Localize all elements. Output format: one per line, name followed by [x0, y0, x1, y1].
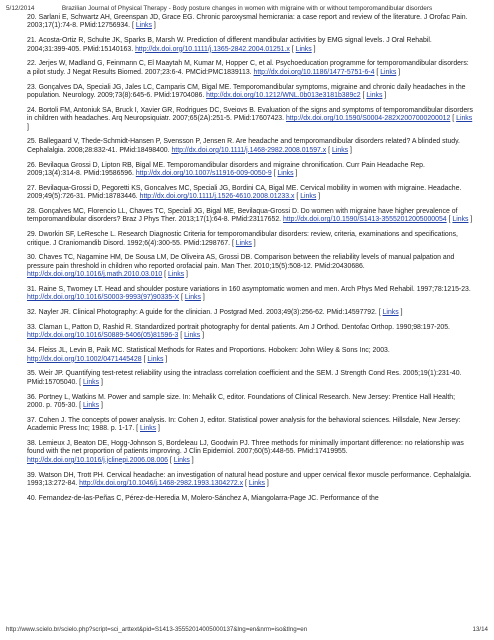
- page-number: 13/14: [472, 626, 488, 633]
- bracket-open: [: [273, 170, 278, 178]
- reference-item: [27, 107, 474, 132]
- doi-link[interactable]: http://dx.doi.org/10.1016/j.math.2010.03.010: [27, 271, 163, 279]
- reference-number: 32.: [27, 309, 37, 317]
- bracket-close: ]: [184, 271, 188, 279]
- bracket-open: [: [79, 402, 83, 410]
- reference-text: Weir JP. Quantifying test-retest reliability using the intraclass correlation coefficient and the SEM. J Strength Cond Res. 2005;19(1):231-40. PMid:15705040.: [27, 370, 462, 386]
- bracket-open: [: [291, 45, 296, 53]
- reference-number: 38.: [27, 440, 37, 448]
- reference-text: Fleiss JL, Levin B, Paik MC. Statistical Methods for Rates and Proportions. Hoboken: John Wiley & Sons Inc; 2003.: [38, 347, 390, 355]
- reference-item: [27, 208, 474, 225]
- bracket-open: [: [296, 193, 301, 201]
- reference-item: [27, 254, 474, 279]
- doi-link[interactable]: http://dx.doi.org/10.1212/WNL.0b013e3181b389c2: [206, 92, 361, 100]
- reference-item: [27, 472, 474, 489]
- reference-number: 30.: [27, 254, 37, 262]
- reference-item: [27, 495, 474, 503]
- bracket-open: [: [362, 92, 367, 100]
- bracket-open: [: [245, 480, 249, 488]
- reference-number: 37.: [27, 416, 37, 424]
- links-link[interactable]: Links: [295, 45, 312, 53]
- links-link[interactable]: Links: [452, 216, 469, 224]
- reference-text: Gonçalves MC, Florencio LL, Chaves TC, Speciali JG, Bigal ME, Bevilaqua-Grossi D. Do women with migraine have higher prevalence of temporomandibular disorders? Braz J Phys Ther. 2013;17(1):64-8. PMid:23117652.: [27, 208, 458, 224]
- reference-text: Gonçalves DA, Speciali JG, Jales LC, Camparis CM, Bigal ME. Temporomandibular symptoms, migraine and chronic daily headaches in the population. Neurology. 2009;73(8):645-6. PMid:19704086.: [27, 83, 466, 100]
- reference-item: [27, 370, 474, 387]
- bracket-open: [: [136, 425, 141, 433]
- links-link[interactable]: Links: [135, 22, 152, 30]
- reference-item: [27, 14, 474, 31]
- bracket-open: [: [143, 355, 148, 363]
- reference-item: [27, 60, 474, 77]
- reference-number: 24.: [27, 106, 37, 114]
- bracket-close: ]: [311, 45, 316, 53]
- bracket-open: [: [328, 146, 332, 154]
- bracket-close: ]: [316, 193, 321, 201]
- bracket-open: [: [448, 216, 453, 224]
- links-link[interactable]: Links: [277, 170, 294, 178]
- reference-text: Watson DH, Trott PH. Cervical headache: an investigation of natural head posture and upper cervical flexor muscle performance. Cephalalgia. 1993;13:272-84.: [27, 471, 472, 488]
- doi-link[interactable]: http://dx.doi.org/10.1007/s11916-009-0050-9: [135, 170, 272, 178]
- links-link[interactable]: Links: [300, 193, 317, 201]
- links-link[interactable]: Links: [82, 378, 100, 386]
- reference-text: Acosta-Ortiz R, Schulte JK, Sparks B, Marsh W. Prediction of different mandibular activities by EMG signal levels. J Oral Rehabil. 2004;31:399-405. PMid:15140163.: [27, 37, 432, 53]
- links-link[interactable]: Links: [140, 425, 157, 433]
- links-link[interactable]: Links: [380, 68, 397, 76]
- doi-link[interactable]: http://dx.doi.org/10.1111/j.1468-2982.2008.01597.x: [171, 146, 327, 154]
- doi-link[interactable]: http://dx.doi.org/10.1016/S0889-5406(05)81596-3: [27, 332, 179, 340]
- doi-link[interactable]: http://dx.doi.org/10.1590/S1413-35552012005000054: [283, 216, 447, 224]
- reference-text: Dworkin SF, LeResche L. Research Diagnostic Criteria for temporomandibular disorders: review, criteria, examinations and specifications, critique. J Craniomandib Disord. 1992;6(4):300-55. PMid:1298767.: [27, 231, 458, 247]
- reference-list: [27, 14, 474, 510]
- bracket-close: ]: [264, 480, 269, 488]
- bracket-open: [: [181, 294, 185, 302]
- reference-item: [27, 138, 474, 155]
- reference-item: [27, 162, 474, 179]
- bracket-close: ]: [348, 146, 352, 154]
- bracket-open: [: [452, 115, 457, 123]
- links-link[interactable]: Links: [456, 115, 473, 123]
- bracket-close: ]: [163, 355, 168, 363]
- bracket-close: ]: [189, 456, 194, 464]
- reference-number: 20.: [27, 14, 37, 21]
- reference-text: Bevilaqua Grossi D, Lipton RB, Bigal ME. Temporomandibular disorders and migraine chronification. Curr Pain Headache Rep. 2009;13(4):314-8. PMid:19586596.: [27, 161, 425, 178]
- reference-number: 25.: [27, 138, 37, 146]
- reference-number: 35.: [27, 370, 37, 378]
- reference-item: [27, 37, 474, 54]
- doi-link[interactable]: http://dx.doi.org/10.1590/S0004-282X2007000200012: [285, 115, 451, 123]
- doi-link[interactable]: http://dx.doi.org/10.1111/j.1526-4610.2008.01233.x: [139, 193, 295, 201]
- reference-item: [27, 231, 474, 248]
- links-link[interactable]: Links: [248, 480, 265, 488]
- page-title: Brazilian Journal of Physical Therapy - Body posture changes in women with migraine with or without temporomandibular disorders: [61, 5, 433, 12]
- reference-text: Bevilaqua-Grossi D, Pegoretti KS, Goncalves MC, Speciali JG, Bordini CA, Bigal ME. Cervical mobility in women with migraine. Headache. 2009;49(5):726-31. PMid:18783446.: [27, 184, 462, 201]
- reference-item: [27, 417, 474, 434]
- bracket-close: ]: [200, 294, 205, 302]
- bracket-open: [: [376, 68, 381, 76]
- reference-number: 23.: [27, 83, 37, 91]
- reference-number: 31.: [27, 286, 37, 294]
- bracket-close: ]: [27, 123, 29, 131]
- reference-number: 28.: [27, 208, 37, 216]
- bracket-close: ]: [99, 378, 103, 386]
- links-link[interactable]: Links: [82, 402, 100, 410]
- bracket-open: [: [180, 332, 185, 340]
- reference-number: 26.: [27, 161, 37, 169]
- bracket-close: ]: [99, 402, 103, 410]
- links-link[interactable]: Links: [173, 456, 190, 464]
- reference-text: Chaves TC, Nagamine HM, De Sousa LM, De Oliveira AS, Grossi DB. Comparison between the reliability levels of manual palpation and pressure pain threshold in children who reported orofacial pain. Man Ther. 2010;15(5):508-12. PMid:20430686.: [27, 254, 455, 270]
- reference-number: 34.: [27, 347, 37, 355]
- reference-item: [27, 324, 474, 341]
- reference-text: Portney L, Watkins M. Power and sample size. In: Mehalik C, editor. Foundations of Clinical Research. New Jersey: Prentice Hall Health; 2000. p. 705-30.: [27, 393, 456, 410]
- doi-link[interactable]: http://dx.doi.org/10.1002/0471445428: [27, 355, 142, 363]
- links-link[interactable]: Links: [332, 146, 349, 154]
- reference-text: Bortoli FM, Antoniuk SA, Bruck I, Xavier GR, Rodrigues DC, Sveiovs B. Evaluation of the signs and symptoms of temporomandibular disorders in children with headaches. Arq Neuropsiquiatr. 2007;65(2A):251-5. PMid:17607423.: [27, 106, 473, 123]
- reference-item: [27, 394, 474, 411]
- bracket-open: [: [79, 378, 83, 386]
- reference-number: 21.: [27, 37, 37, 45]
- links-link[interactable]: Links: [168, 271, 185, 279]
- bracket-close: ]: [156, 425, 160, 433]
- links-link[interactable]: Links: [235, 239, 252, 247]
- bracket-close: ]: [382, 92, 387, 100]
- doi-link[interactable]: http://dx.doi.org/10.1046/j.1468-2982.1993.1304272.x: [79, 480, 244, 488]
- bracket-close: ]: [293, 170, 298, 178]
- bracket-open: [: [164, 271, 168, 279]
- print-date: 5/12/2014: [6, 5, 35, 12]
- reference-text: Fernandez-de-las-Peñas C, Pérez-de-Heredia M, Molero-Sánchez A, Miangolarra-Page JC. Performance of the: [38, 494, 379, 502]
- reference-text: Cohen J. The concepts of power analysis. In: Cohen J, editor. Statistical power analysis for the behavioral sciences. Hillsdale, New Jersey: Academic Press Inc; 1988. p. 1-17.: [27, 416, 461, 433]
- reference-item: [27, 84, 474, 101]
- bracket-open: [: [131, 22, 136, 30]
- doi-link[interactable]: http://dx.doi.org/10.1016/j.jclinepi.2006.08.006: [27, 456, 168, 464]
- print-footer: [6, 626, 488, 636]
- reference-text: Ballegaard V, Thede-Schmidt-Hansen P, Svensson P, Jensen R. Are headache and temporomandibular disorders related? A blinded study. Cephalalgia. 2008;28:832-41. PMid:18498400.: [27, 138, 460, 154]
- reference-text: Nayler JR. Clinical Photography: A guide for the clinician. J Postgrad Med. 2003;49(3):256-62. PMid:14597792.: [38, 309, 377, 317]
- doi-link[interactable]: http://dx.doi.org/10.1111/j.1365-2842.2004.01251.x: [135, 45, 290, 53]
- reference-number: 36.: [27, 393, 37, 401]
- links-link[interactable]: Links: [366, 92, 383, 100]
- links-link[interactable]: Links: [184, 294, 201, 302]
- doi-link[interactable]: http://dx.doi.org/10.1016/S0003-9993(97)90335-X: [27, 294, 180, 302]
- reference-number: 33.: [27, 324, 37, 332]
- bracket-open: [: [231, 239, 236, 247]
- reference-number: 27.: [27, 184, 37, 192]
- doi-link[interactable]: http://dx.doi.org/10.1186/1477-5751-6-4: [253, 68, 375, 76]
- bracket-close: ]: [200, 332, 205, 340]
- reference-text: Lemieux J, Beaton DE, Hogg-Johnson S, Bordeleau LJ, Goodwin PJ. Three methods for minimally important difference: no relationship was found with the net proportion of patients improving. J Clin Epidemiol. 2007;60(5):448-55. PMid:17419955.: [27, 440, 464, 456]
- bracket-open: [: [169, 456, 174, 464]
- links-link[interactable]: Links: [147, 355, 164, 363]
- reference-item: [27, 347, 474, 364]
- reference-text: Jerjes W, Madland G, Feinmann C, El Maaytah M, Kumar M, Hopper C, et al. Psychoeducation programme for temporomandibular disorders: a pilot study. J Negat Results Biomed. 2007;23:6-4. PMCid:PMC1839113.: [27, 60, 469, 76]
- bracket-close: ]: [151, 22, 156, 30]
- bracket-close: ]: [396, 68, 401, 76]
- page-url[interactable]: http://www.scielo.br/scielo.php?script=sci_arttext&pid=S1413-35552014005000137&lng=en&nrm=iso&tlng=en: [6, 626, 308, 633]
- bracket-close: ]: [468, 216, 473, 224]
- links-link[interactable]: Links: [382, 309, 399, 317]
- reference-number: 22.: [27, 60, 37, 68]
- reference-number: 29.: [27, 231, 37, 239]
- bracket-close: ]: [251, 239, 256, 247]
- reference-text: Sarlani E, Schwartz AH, Greenspan JD, Grace EG. Chronic paroxysmal hemicrania: a case report and review of the literature. J Orofac Pain. 2003;17(1):74-8. PMid:12756934.: [27, 14, 468, 30]
- reference-item: [27, 440, 474, 465]
- reference-item: [27, 286, 474, 303]
- reference-item: [27, 185, 474, 202]
- reference-number: 39.: [27, 471, 37, 479]
- reference-text: Claman L, Patton D, Rashid R. Standardized portrait photography for dental patients. Am J Orthod. Dentofac Orthop. 1990;98:197-205.: [38, 324, 450, 332]
- bracket-close: ]: [398, 309, 403, 317]
- bracket-open: [: [378, 309, 383, 317]
- reference-item: [27, 309, 474, 317]
- links-link[interactable]: Links: [184, 332, 201, 340]
- reference-text: Raine S, Twomey LT. Head and shoulder posture variations in 160 asymptomatic women and men. Arch Phys Med Rehabil. 1997;78:1215-23.: [38, 286, 471, 294]
- reference-number: 40.: [27, 494, 37, 502]
